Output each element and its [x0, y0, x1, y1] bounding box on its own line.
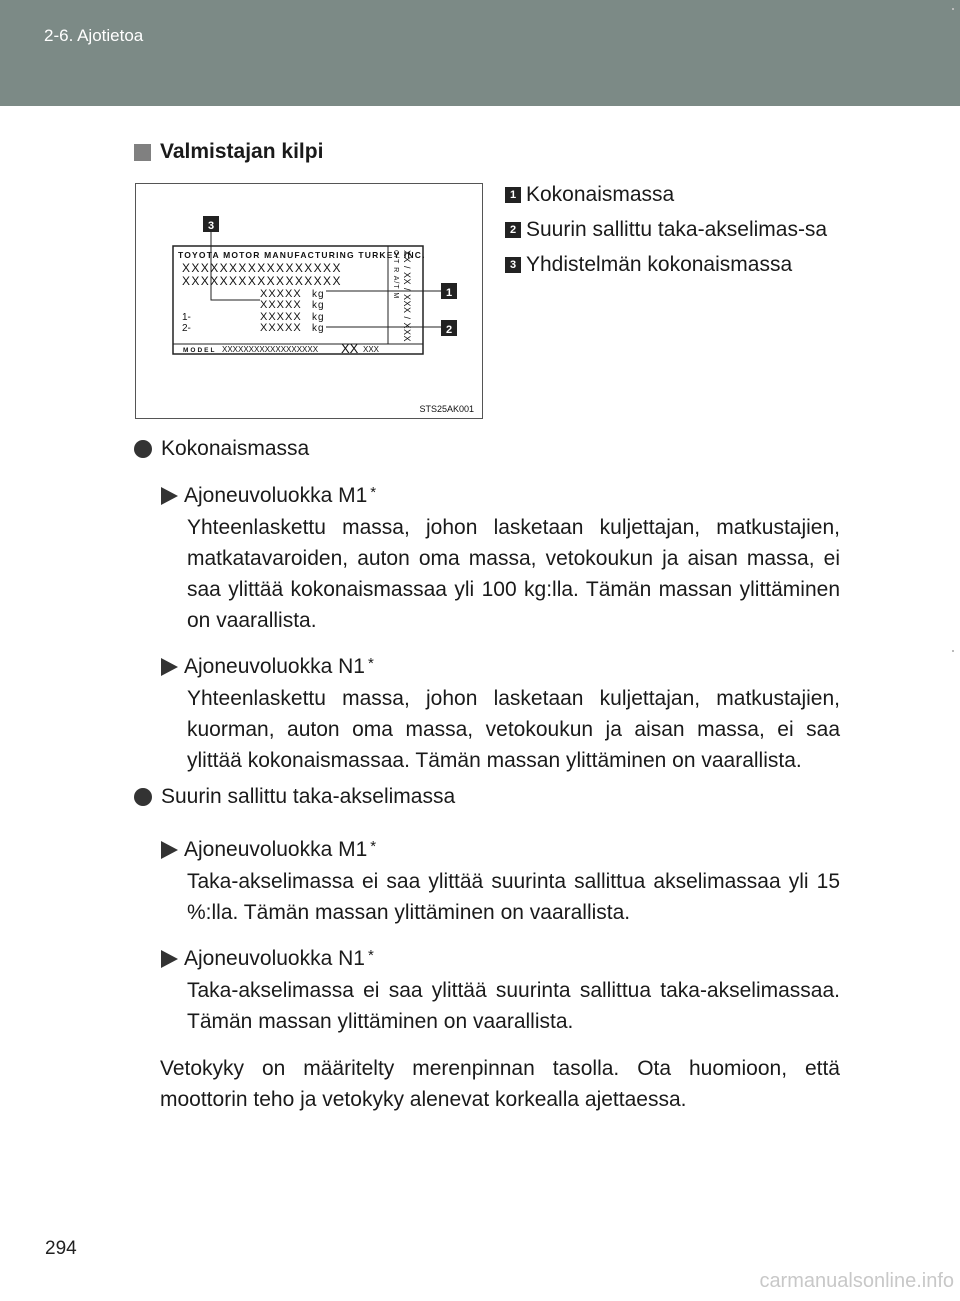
page-header: [0, 0, 960, 106]
callout-2: 2: [445, 324, 453, 336]
figure-code: STS25AK001: [419, 404, 474, 414]
subsection-body: Yhteenlaskettu massa, johon lasketaan kuljettajan, matkustajien, kuorman, auton oma massa, vetokoukun ja aisan massa, ei saa ylittää kokonaismassaa. Tämän massan ylittäminen on vaarallista.: [187, 687, 840, 772]
subsection-title: Ajoneuvoluokka M1: [184, 838, 368, 861]
plate-vin-1: XXXXXXXXXXXXXXXXX: [182, 261, 342, 275]
legend-text-3: Yhdistelmän kokonaismassa: [526, 253, 793, 276]
legend-item-1: [505, 178, 840, 211]
bullet-dot-icon: [134, 788, 152, 806]
weight-unit-2: kg: [312, 300, 325, 311]
bullet-dot-icon: [134, 440, 152, 458]
subsection-2-1: [134, 833, 840, 928]
footnote-star: *: [370, 484, 377, 501]
subsection-body: Taka-akselimassa ei saa ylittää suurinta sallittua akselimassaa yli 15 %:lla. Tämän massan ylittäminen on vaarallista.: [187, 870, 840, 924]
legend-num-2: 2: [505, 222, 521, 238]
legend-item-2: [505, 213, 840, 246]
weight-value-1: XXXXX: [260, 288, 302, 300]
subsection-head: [161, 833, 840, 866]
triangle-bullet-icon: [161, 487, 178, 505]
triangle-bullet-icon: [161, 841, 178, 859]
subsection-body: Yhteenlaskettu massa, johon lasketaan kuljettajan, matkustajien, matkatavaroiden, auton oma massa, vetokoukun ja aisan massa, ei saa ylittää kokonaismassaa yli 100 kg:lla. Tämän massan ylittäminen on vaarallista.: [187, 516, 840, 632]
plate-model-suffix-1: XX: [341, 341, 359, 356]
figure-legend: [505, 178, 840, 283]
legend-num-3: 3: [505, 257, 521, 273]
weight-value-4: XXXXX: [260, 322, 302, 334]
weight-unit-4: kg: [312, 323, 325, 334]
section-title: 2-6. Ajotietoa: [44, 26, 144, 45]
legend-text-2: Suurin sallittu taka-akselimas-sa: [526, 218, 828, 241]
footnote-star: *: [370, 838, 377, 855]
subsection-1-1: [134, 479, 840, 636]
heading: [134, 140, 323, 164]
subsection-title: Ajoneuvoluokka N1: [184, 655, 365, 678]
subsection-2-2: [134, 942, 840, 1037]
weight-value-3: XXXXX: [260, 311, 302, 323]
triangle-bullet-icon: [161, 950, 178, 968]
callout-3: 3: [207, 220, 215, 232]
subsection-1-2: [134, 650, 840, 776]
plate-vin-2: XXXXXXXXXXXXXXXXX: [182, 274, 342, 288]
plate-model-label: MODEL: [183, 347, 217, 354]
plate-model-value: XXXXXXXXXXXXXXXXXX: [222, 345, 319, 354]
subsection-head: [161, 479, 840, 512]
triangle-bullet-icon: [161, 658, 178, 676]
page-number: 294: [45, 1238, 77, 1259]
weight-unit-3: kg: [312, 312, 325, 323]
weight-label-3: 1-: [182, 312, 191, 323]
legend-text-1: Kokonaismassa: [526, 183, 675, 206]
heading-square-icon: [134, 144, 151, 161]
plate-illustration: [136, 184, 482, 418]
section-heading-2: [134, 780, 840, 813]
plate-title: TOYOTA MOTOR MANUFACTURING TURKEY INC.: [178, 250, 426, 260]
main-content: [134, 432, 840, 1115]
weight-value-2: XXXXX: [260, 299, 302, 311]
plate-side-code: C/T R A/T M: [392, 250, 399, 300]
section-title-1: Kokonaismassa: [161, 437, 310, 460]
weight-unit-1: kg: [312, 289, 325, 300]
plate-model-suffix-2: XXX: [363, 345, 380, 354]
legend-item-3: [505, 248, 840, 281]
manufacturer-plate-figure: [135, 183, 483, 419]
subsection-title: Ajoneuvoluokka M1: [184, 484, 368, 507]
legend-num-1: 1: [505, 187, 521, 203]
weight-label-4: 2-: [182, 323, 191, 334]
subsection-head: [161, 650, 840, 683]
watermark: carmanualsonline.info: [759, 1270, 954, 1292]
heading-text: Valmistajan kilpi: [160, 140, 324, 163]
section-heading-1: [134, 432, 840, 465]
edge-mark: [952, 8, 954, 10]
plate-side-values: XX / XX / XXX / XXX: [402, 250, 412, 343]
section-title-2: Suurin sallittu taka-akselimassa: [161, 785, 456, 808]
subsection-head: [161, 942, 840, 975]
subsection-title: Ajoneuvoluokka N1: [184, 947, 365, 970]
footnote-star: *: [367, 947, 374, 964]
callout-1: 1: [445, 287, 453, 299]
edge-mark: [952, 650, 954, 652]
footnote-star: *: [367, 655, 374, 672]
closing-paragraph: Vetokyky on määritelty merenpinnan tasolla. Ota huomioon, että moottorin teho ja vetokyky alenevat korkealla ajettaessa.: [160, 1057, 840, 1111]
subsection-body: Taka-akselimassa ei saa ylittää suurinta sallittua taka-akselimassaa. Tämän massan ylittäminen on vaarallista.: [187, 979, 840, 1033]
